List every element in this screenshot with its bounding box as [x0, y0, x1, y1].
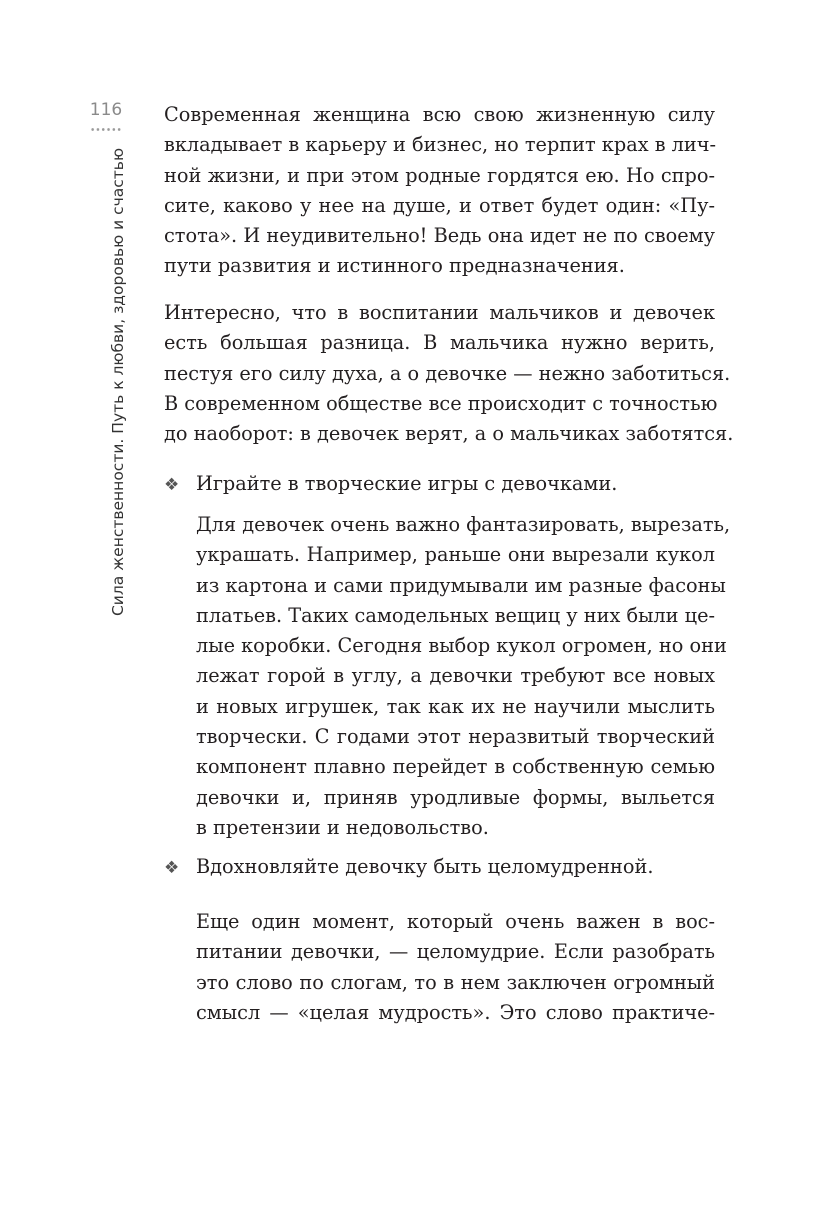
paragraph-4: [196, 907, 715, 1028]
text-line: это слово по слогам, то в нем заключен огромный: [196, 970, 715, 994]
text-line: компонент плавно перейдет в собственную семью: [196, 755, 715, 779]
text-line: творчески. С годами этот неразвитый творческий: [196, 725, 715, 749]
text-line: украшать. Например, раньше они вырезали кукол: [196, 543, 715, 567]
text-line: вкладывает в карьеру и бизнес, но терпит крах в лич-: [164, 133, 717, 157]
text-line: лые коробки. Сегодня выбор кукол огромен, но они: [196, 634, 727, 658]
bullet-text: Играйте в творческие игры с девочками.: [196, 472, 618, 495]
bullet-item-2: [164, 852, 715, 883]
text-line: Для девочек очень важно фантазировать, вырезать,: [196, 513, 731, 536]
text-line: девочки и, приняв уродливые формы, выльется: [196, 785, 715, 809]
paragraph-1: [164, 100, 715, 282]
text-line: сите, каково у нее на душе, и ответ будет один: «Пу-: [164, 193, 715, 217]
text-line: ной жизни, и при этом родные гордятся ею. Но спро-: [164, 163, 715, 187]
page-number: 116: [89, 100, 123, 120]
text-line: Еще один момент, который очень важен в вос-: [196, 910, 715, 933]
paragraph-2: [164, 298, 734, 449]
text-line: из картона и сами придумывали им разные фасоны: [196, 573, 726, 597]
text-line: есть большая разница. В мальчика нужно верить,: [164, 331, 715, 355]
paragraph-3: [196, 510, 731, 843]
text-line: и новых игрушек, так как их не научили мыслить: [196, 694, 715, 718]
text-line: смысл — «целая мудрость». Это слово практиче-: [196, 1000, 715, 1024]
text-line: питании девочки, — целомудрие. Если разобрать: [196, 940, 715, 964]
running-head: Сила женственности. Путь к любви, здоровью и счастью: [109, 148, 127, 617]
text-line: пестуя его силу духа, а о девочке — нежно заботиться.: [164, 361, 731, 385]
text-line: Современная женщина всю свою жизненную силу: [164, 103, 715, 126]
text-line: до наоборот: в девочек верят, а о мальчиках заботятся.: [164, 422, 734, 446]
text-line: в претензии и недовольство.: [196, 815, 489, 839]
text-line: стота». И неудивительно! Ведь она идет не по своему: [164, 224, 715, 248]
bullet-diamond-icon: ❖: [164, 475, 180, 495]
page-number-dots: [90, 128, 122, 131]
text-line: В современном обществе все происходит с точностью: [164, 391, 718, 415]
bullet-text: Вдохновляйте девочку быть целомудренной.: [196, 855, 654, 878]
bullet-item-1: [164, 469, 715, 500]
text-line: платьев. Таких самодельных вещиц у них были це-: [196, 603, 715, 627]
text-line: Интересно, что в воспитании мальчиков и девочек: [164, 301, 715, 324]
bullet-diamond-icon: ❖: [164, 858, 180, 878]
text-line: лежат горой в углу, а девочки требуют все новых: [196, 664, 715, 688]
text-line: пути развития и истинного предназначения.: [164, 254, 625, 278]
